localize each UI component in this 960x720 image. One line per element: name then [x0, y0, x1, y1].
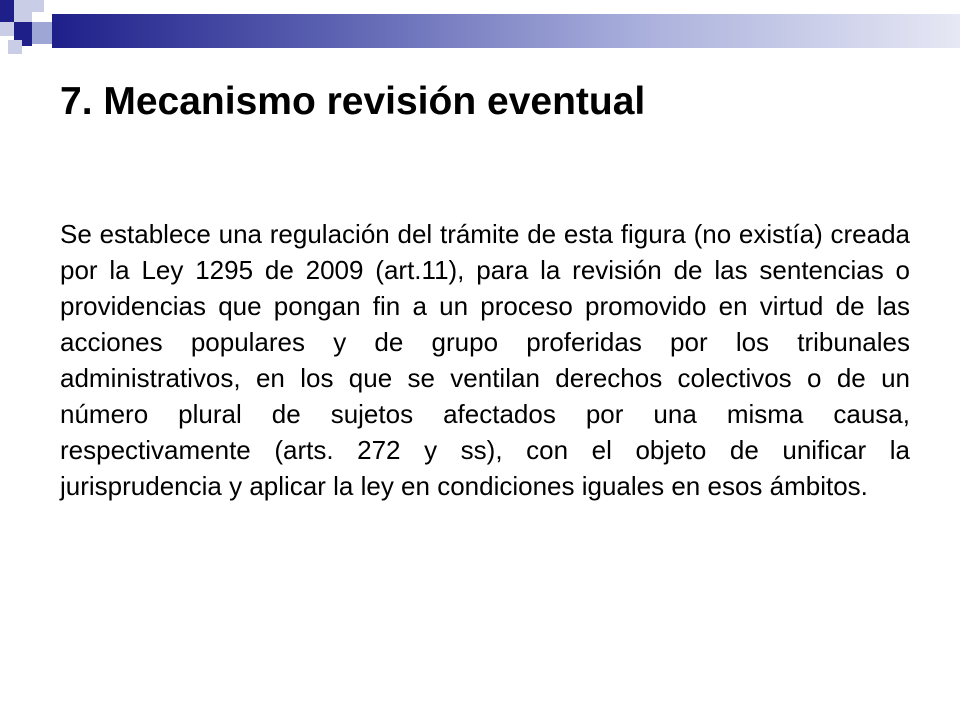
decorative-square [32, 22, 52, 44]
header-gradient-bar [52, 14, 960, 48]
decorative-square [14, 0, 32, 22]
decorative-square [0, 0, 14, 22]
decorative-square [32, 0, 44, 12]
decorative-square [0, 22, 14, 36]
decorative-square [8, 40, 22, 54]
slide-title: 7. Mecanismo revisión eventual [60, 80, 646, 123]
slide-body-text: Se establece una regulación del trámite de esta figura (no existía) creada por la Ley 1295 de 2009 (art.11), para la revisión de las sentencias o providencias que pongan fin a un proceso promovido en virtud de las acciones populares y de grupo proferidas por los tribunales administrativos, en los que se ventilan derechos colectivos o de un número plural de sujetos afectados por una misma causa, respectivamente (arts. 272 y ss), con el objeto de unificar la jurisprudencia y aplicar la ley en condiciones iguales en esos ámbitos. [60, 219, 910, 501]
